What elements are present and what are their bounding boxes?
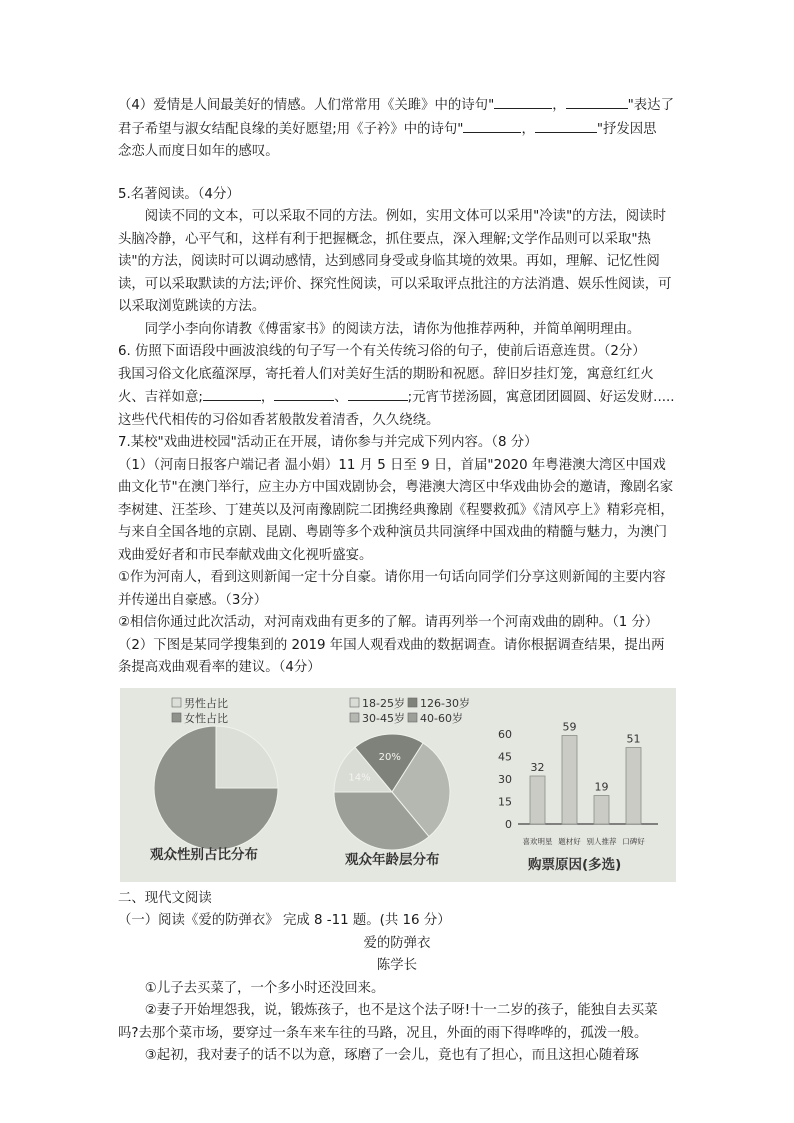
q4-line-3: 念恋人而度日如年的感叹。 bbox=[118, 144, 279, 159]
q4-line-2: 君子希望与淑女结配良缘的美好愿望;用《子衿》中的诗句" ， "抒发因思 bbox=[118, 118, 676, 142]
gender-pie-legend-swatch bbox=[172, 713, 181, 722]
question-6 bbox=[118, 341, 676, 432]
bar-value-label: 19 bbox=[594, 780, 609, 793]
bar-ytick-label: 30 bbox=[498, 772, 512, 786]
question-7 bbox=[118, 432, 676, 680]
bar-mark bbox=[594, 795, 609, 824]
section-2 bbox=[118, 888, 676, 1068]
gender-pie-legend-label: 男性占比 bbox=[184, 696, 228, 710]
gender-pie-title: 观众性别占比分布 bbox=[150, 846, 258, 863]
bar-value-label: 51 bbox=[626, 732, 641, 745]
question-4 bbox=[118, 94, 676, 164]
article-paragraph-3: ③起初，我对妻子的话不以为意，琢磨了一会儿，竟也有了担心，而且这担心随着琢 bbox=[144, 1048, 639, 1063]
age-pie-legend-label: 18-25岁 bbox=[362, 696, 405, 710]
age-pie-legend-label: 40-60岁 bbox=[420, 711, 463, 725]
answer-blank[interactable] bbox=[348, 386, 408, 401]
bar-category-label: 别人推荐 bbox=[586, 836, 617, 846]
q7-news: （1）（河南日报客户端记者 温小娟）11 月 5 日至 9 日，首届"2020 年粤港澳大湾区中国戏曲文化节"在澳门举行，应主办方中国戏剧协会，粤港澳大湾区中华戏曲协会的邀请，豫剧名家李树建、汪荃珍、丁建英以及河南豫剧院二团携经典豫剧《程婴救孤》《清风亭上》精彩亮相，与来自全国各地的京剧、昆剧、粤剧等多个戏种演员共同演绎中国戏曲的精髓与魅力，为澳门戏曲爱好者和市民奉献戏曲文化视听盛宴。 bbox=[118, 457, 674, 563]
answer-blank[interactable] bbox=[494, 94, 552, 109]
bar-category-label: 题材好 bbox=[558, 836, 581, 846]
survey-charts bbox=[120, 688, 676, 882]
age-pie-legend-label: 126-30岁 bbox=[420, 696, 470, 710]
age-pie-legend-swatch bbox=[408, 698, 417, 707]
answer-blank[interactable] bbox=[463, 118, 521, 133]
q4-line-1: （4）爱情是人间最美好的情感。人们常常用《关雎》中的诗句" ， "表达了 bbox=[118, 94, 676, 118]
article-paragraph-2: ②妻子开始埋怨我，说，锻炼孩子，也不是这个法子呀!十一二岁的孩子，能独自去买菜吗?去那个菜市场，要穿过一条车来车往的马路，况且，外面的雨下得哗哗的，孤泼一般。 bbox=[118, 1003, 658, 1041]
bar-category-label: 口碑好 bbox=[622, 836, 645, 846]
bar-ytick-label: 0 bbox=[505, 817, 512, 831]
answer-blank[interactable] bbox=[535, 118, 597, 133]
bar-ytick-label: 60 bbox=[498, 727, 512, 741]
age-pie-legend-label: 30-45岁 bbox=[362, 711, 405, 725]
section-2-subtitle: （一）阅读《爱的防弹衣》 完成 8 -11 题。(共 16 分） bbox=[118, 913, 451, 928]
age-pie-title: 观众年龄层分布 bbox=[345, 851, 440, 868]
q6-text: 我国习俗文化底蕴深厚，寄托着人们对美好生活的期盼和祝愿。辞旧岁挂灯笼，寓意红红火火、吉祥如意; ， 、 ;元宵节搓汤圆，寓意团团圆圆、好运发财.....这些代代相传的习俗如香茗般散发着清香，久久绕绕。 bbox=[118, 366, 675, 428]
q5-paragraph-2: 同学小李向你请教《傅雷家书》的阅读方法，请你为他推荐两种，并简单阐明理由。 bbox=[144, 321, 641, 337]
answer-blank[interactable] bbox=[203, 386, 261, 401]
bar-value-label: 32 bbox=[530, 760, 545, 774]
gender-pie-legend-label: 女性占比 bbox=[184, 711, 228, 725]
q7-sub-2: ②相信你通过此次活动，对河南戏曲有更多的了解。请再列举一个河南戏曲的剧种。（1 分） bbox=[118, 615, 659, 630]
survey-figure bbox=[120, 688, 676, 882]
age-pie-legend-swatch bbox=[350, 698, 359, 707]
question-5 bbox=[118, 184, 676, 342]
article-author: 陈学长 bbox=[376, 958, 418, 973]
gender-pie-legend-swatch bbox=[172, 698, 181, 707]
answer-blank[interactable] bbox=[274, 386, 334, 401]
gender-pie-slice bbox=[216, 726, 278, 788]
answer-blank[interactable] bbox=[566, 94, 628, 109]
bar-value-label: 59 bbox=[562, 720, 577, 733]
q6-title: 6. 仿照下面语段中画波浪线的句子写一个有关传统习俗的句子，使前后语意连贯。（2分） bbox=[118, 344, 646, 359]
age-pie-legend-swatch bbox=[408, 713, 417, 722]
document-page bbox=[118, 94, 676, 1068]
age-pie-legend-swatch bbox=[350, 713, 359, 722]
bar-ytick-label: 45 bbox=[498, 750, 512, 763]
age-pie-slice-label: 14% bbox=[348, 772, 371, 784]
article-paragraph-1: ①儿子去买菜了，一个多小时还没回来。 bbox=[144, 980, 385, 996]
bar-mark bbox=[530, 776, 545, 824]
bar-ytick-label: 15 bbox=[498, 795, 512, 808]
q5-paragraph-1: 阅读不同的文本，可以采取不同的方法。例如，实用文体可以采用"冷读"的方法，阅读时头脑冷静，心平气和，这样有利于把握概念，抓住要点，深入理解;文学作品则可以采取"热读"的方法，阅读时可以调动感情，达到感同身受或身临其境的效果。再如，理解、记忆性阅读，可以采取默读的方法;评价、探究性阅读，可以采取评点批注的方法消遣、娱乐性阅读，可以采取浏览跳读的方法。 bbox=[118, 209, 672, 314]
bar-title: 购票原因(多选) bbox=[528, 856, 622, 873]
q7-title: 7.某校"戏曲进校园"活动正在开展，请你参与并完成下列内容。（8 分） bbox=[118, 435, 538, 450]
q7-sub-1: ①作为河南人，看到这则新闻一定十分自豪。请你用一句话向同学们分享这则新闻的主要内容并传递出自豪感。（3分） bbox=[118, 570, 666, 608]
bar-category-label: 喜欢明星 bbox=[522, 836, 553, 846]
q5-title: 5.名著阅读。（4分） bbox=[118, 186, 240, 202]
age-pie-slice-label: 20% bbox=[378, 751, 401, 763]
article-title: 爱的防弹衣 bbox=[363, 935, 431, 951]
q7-part-2: （2）下图是某同学搜集到的 2019 年国人观看戏曲的数据调查。请你根据调查结果，提出两条提高戏曲观看率的建议。（4分） bbox=[118, 637, 665, 675]
section-2-title: 二、现代文阅读 bbox=[118, 890, 212, 906]
bar-mark bbox=[626, 747, 641, 824]
bar-mark bbox=[562, 735, 577, 824]
